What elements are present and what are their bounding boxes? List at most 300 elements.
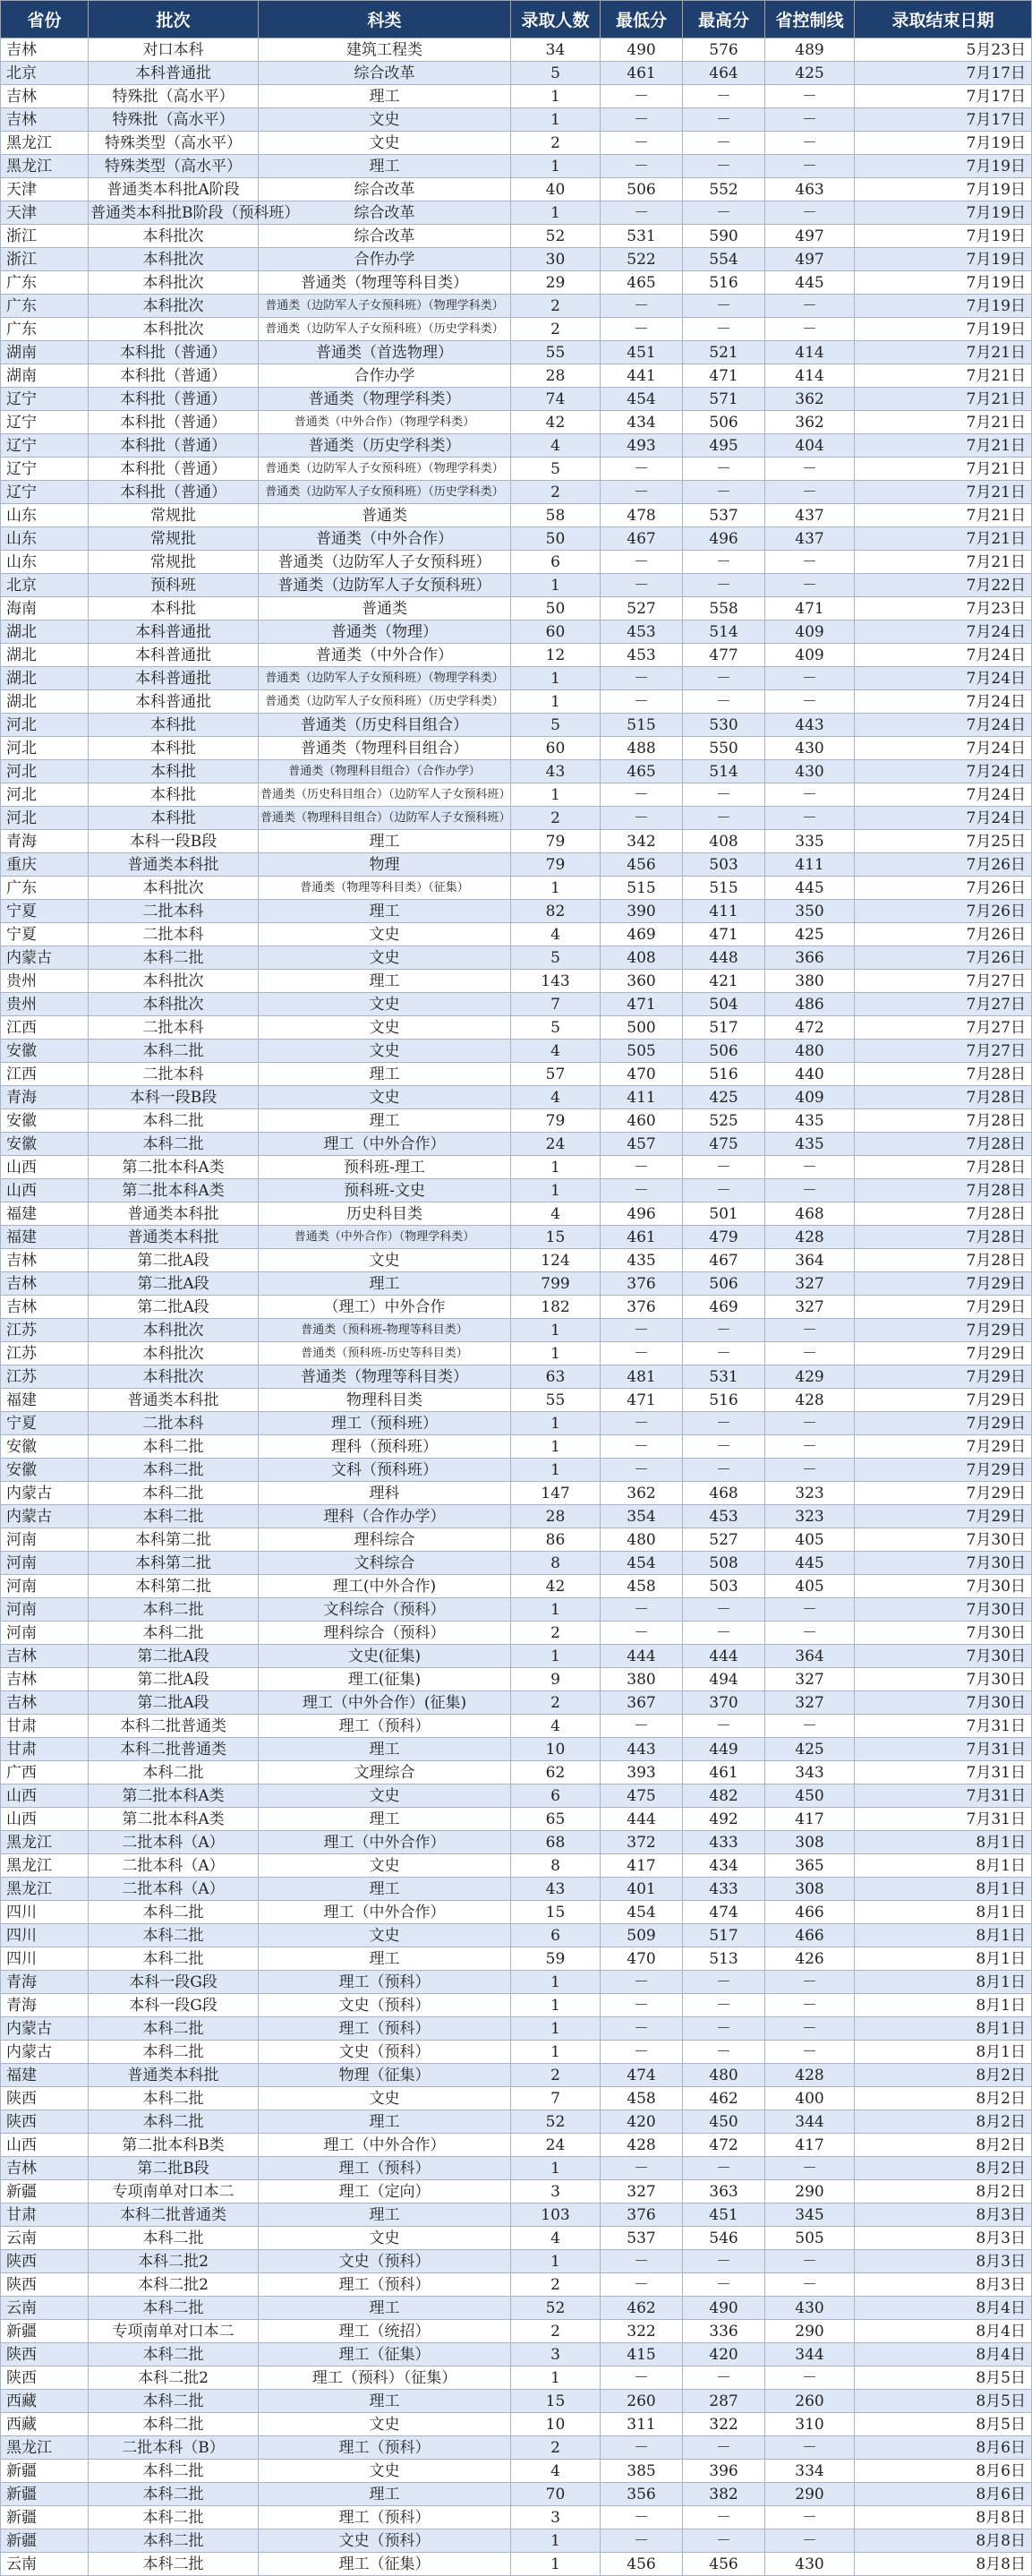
cell-end-date: 7月26日 <box>855 923 1032 946</box>
cell-province: 四川 <box>1 1924 89 1947</box>
cell-admitted-count: 2 <box>511 481 601 504</box>
cell-category: 文史 <box>259 108 511 132</box>
cell-min-score: 441 <box>601 364 683 388</box>
table-row <box>1 1831 1032 1854</box>
cell-min-score: 420 <box>601 2110 683 2134</box>
cell-control-line: － <box>765 1179 855 1202</box>
cell-category: 普通类（中外合作）（物理学科类） <box>259 411 511 434</box>
cell-control-line: 327 <box>765 1668 855 1691</box>
cell-admitted-count: 42 <box>511 1575 601 1598</box>
cell-batch: 特殊批（高水平） <box>89 108 259 132</box>
cell-max-score: 531 <box>683 1365 765 1389</box>
cell-province: 天津 <box>1 178 89 201</box>
cell-province: 新疆 <box>1 2529 89 2553</box>
cell-end-date: 7月27日 <box>855 1016 1032 1040</box>
cell-category: 物理 <box>259 853 511 877</box>
table-row <box>1 2413 1032 2436</box>
cell-category: （理工）中外合作 <box>259 1296 511 1319</box>
cell-batch: 本科批（普通） <box>89 481 259 504</box>
cell-province: 安徽 <box>1 1133 89 1156</box>
cell-control-line: 463 <box>765 178 855 201</box>
cell-end-date: 7月22日 <box>855 574 1032 597</box>
cell-max-score: － <box>683 295 765 318</box>
cell-province: 贵州 <box>1 970 89 993</box>
cell-control-line: 417 <box>765 2134 855 2157</box>
cell-batch: 本科批次 <box>89 271 259 295</box>
cell-batch: 二批本科 <box>89 1016 259 1040</box>
cell-end-date: 7月19日 <box>855 225 1032 248</box>
table-row <box>1 970 1032 993</box>
cell-batch: 特殊类型（高水平） <box>89 132 259 155</box>
cell-min-score: 460 <box>601 1109 683 1133</box>
cell-control-line: 471 <box>765 597 855 620</box>
cell-min-score: 474 <box>601 2064 683 2087</box>
cell-end-date: 7月19日 <box>855 201 1032 225</box>
cell-admitted-count: 70 <box>511 2483 601 2506</box>
cell-category: 普通类（预科班-历史等科目类） <box>259 1342 511 1365</box>
cell-min-score: 376 <box>601 1272 683 1296</box>
header-province: 省份 <box>1 1 89 39</box>
table-row <box>1 364 1032 388</box>
cell-batch: 本科批 <box>89 783 259 807</box>
table-row <box>1 1901 1032 1924</box>
cell-batch: 二批本科（A） <box>89 1854 259 1878</box>
cell-category: 文史 <box>259 132 511 155</box>
table-row <box>1 481 1032 504</box>
cell-province: 宁夏 <box>1 1412 89 1435</box>
cell-end-date: 7月29日 <box>855 1365 1032 1389</box>
cell-end-date: 8月5日 <box>855 2390 1032 2413</box>
cell-control-line: － <box>765 2017 855 2041</box>
cell-province: 安徽 <box>1 1459 89 1482</box>
cell-admitted-count: 4 <box>511 1040 601 1063</box>
cell-batch: 普通类本科批 <box>89 1389 259 1412</box>
cell-batch: 第二批本科A类 <box>89 1784 259 1808</box>
cell-admitted-count: 3 <box>511 2343 601 2366</box>
cell-province: 吉林 <box>1 1249 89 1272</box>
cell-min-score: 390 <box>601 900 683 923</box>
table-row <box>1 1412 1032 1435</box>
cell-end-date: 8月1日 <box>855 2017 1032 2041</box>
cell-admitted-count: 62 <box>511 1761 601 1784</box>
cell-min-score: 496 <box>601 1202 683 1226</box>
cell-admitted-count: 9 <box>511 1668 601 1691</box>
table-row <box>1 900 1032 923</box>
cell-max-score: 514 <box>683 760 765 783</box>
cell-category: 普通类（首选物理） <box>259 341 511 364</box>
cell-control-line: 505 <box>765 2227 855 2250</box>
cell-admitted-count: 43 <box>511 1878 601 1901</box>
cell-batch: 常规批 <box>89 551 259 574</box>
cell-province: 辽宁 <box>1 388 89 411</box>
cell-control-line: － <box>765 2366 855 2390</box>
cell-end-date: 8月1日 <box>855 1878 1032 1901</box>
cell-control-line: 308 <box>765 1878 855 1901</box>
cell-admitted-count: 2 <box>511 1622 601 1645</box>
cell-control-line: 323 <box>765 1482 855 1505</box>
cell-province: 山西 <box>1 1156 89 1179</box>
cell-max-score: － <box>683 2366 765 2390</box>
cell-province: 贵州 <box>1 993 89 1016</box>
cell-province: 云南 <box>1 2297 89 2320</box>
cell-end-date: 7月29日 <box>855 1296 1032 1319</box>
cell-min-score: － <box>601 1598 683 1622</box>
cell-category: 文史 <box>259 1040 511 1063</box>
cell-min-score: 356 <box>601 2483 683 2506</box>
cell-province: 福建 <box>1 2064 89 2087</box>
cell-min-score: 462 <box>601 2297 683 2320</box>
cell-end-date: 8月4日 <box>855 2320 1032 2343</box>
cell-province: 河北 <box>1 807 89 830</box>
cell-province: 江苏 <box>1 1342 89 1365</box>
table-row <box>1 458 1032 481</box>
cell-province: 吉林 <box>1 39 89 62</box>
cell-min-score: 327 <box>601 2180 683 2204</box>
cell-category: 普通类（历史科目组合）（边防军人子女预科班） <box>259 783 511 807</box>
cell-province: 江西 <box>1 1063 89 1086</box>
cell-admitted-count: 1 <box>511 2041 601 2064</box>
cell-control-line: 327 <box>765 1296 855 1319</box>
cell-category: 文史（预科） <box>259 2250 511 2273</box>
cell-batch: 二批本科 <box>89 1412 259 1435</box>
cell-end-date: 8月2日 <box>855 2180 1032 2204</box>
cell-category: 文史(征集) <box>259 1645 511 1668</box>
cell-batch: 本科二批 <box>89 2506 259 2529</box>
cell-province: 新疆 <box>1 2506 89 2529</box>
cell-batch: 本科批（普通） <box>89 388 259 411</box>
cell-min-score: 443 <box>601 1738 683 1761</box>
table-row <box>1 2529 1032 2553</box>
cell-admitted-count: 1 <box>511 1971 601 1994</box>
cell-control-line: 486 <box>765 993 855 1016</box>
cell-control-line: 435 <box>765 1133 855 1156</box>
cell-admitted-count: 79 <box>511 853 601 877</box>
cell-admitted-count: 8 <box>511 1552 601 1575</box>
cell-batch: 特殊类型（高水平） <box>89 155 259 178</box>
cell-batch: 本科批 <box>89 737 259 760</box>
table-row <box>1 2506 1032 2529</box>
cell-category: 文史 <box>259 946 511 970</box>
table-row <box>1 2553 1032 2576</box>
cell-category: 理工（征集） <box>259 2553 511 2576</box>
cell-max-score: 501 <box>683 1202 765 1226</box>
cell-batch: 普通类本科批 <box>89 2064 259 2087</box>
cell-category: 理工 <box>259 1808 511 1831</box>
cell-end-date: 7月24日 <box>855 807 1032 830</box>
cell-control-line: 362 <box>765 388 855 411</box>
cell-batch: 本科批 <box>89 714 259 737</box>
cell-max-score: 464 <box>683 62 765 85</box>
cell-category: 物理（征集） <box>259 2064 511 2087</box>
cell-province: 宁夏 <box>1 900 89 923</box>
cell-category: 理工 <box>259 1272 511 1296</box>
cell-max-score: － <box>683 132 765 155</box>
cell-batch: 本科二批 <box>89 2553 259 2576</box>
cell-min-score: 461 <box>601 1226 683 1249</box>
cell-province: 新疆 <box>1 2483 89 2506</box>
cell-max-score: 517 <box>683 1016 765 1040</box>
cell-admitted-count: 6 <box>511 1784 601 1808</box>
cell-control-line: － <box>765 1598 855 1622</box>
cell-max-score: － <box>683 690 765 714</box>
cell-province: 吉林 <box>1 1645 89 1668</box>
cell-control-line: 380 <box>765 970 855 993</box>
cell-admitted-count: 799 <box>511 1272 601 1296</box>
cell-control-line: 443 <box>765 714 855 737</box>
cell-category: 理工 <box>259 2204 511 2227</box>
cell-end-date: 7月26日 <box>855 946 1032 970</box>
cell-max-score: 558 <box>683 597 765 620</box>
cell-admitted-count: 50 <box>511 527 601 551</box>
cell-admitted-count: 7 <box>511 2087 601 2110</box>
cell-min-score: 417 <box>601 1854 683 1878</box>
cell-category: 文史 <box>259 1249 511 1272</box>
cell-category: 文史 <box>259 2087 511 2110</box>
cell-category: 历史科目类 <box>259 1202 511 1226</box>
cell-end-date: 7月30日 <box>855 1598 1032 1622</box>
cell-category: 文史（预科） <box>259 2041 511 2064</box>
cell-province: 海南 <box>1 597 89 620</box>
cell-admitted-count: 5 <box>511 62 601 85</box>
table-row <box>1 620 1032 644</box>
cell-admitted-count: 5 <box>511 1016 601 1040</box>
cell-min-score: － <box>601 85 683 108</box>
table-row <box>1 1226 1032 1249</box>
cell-end-date: 7月31日 <box>855 1784 1032 1808</box>
cell-province: 黑龙江 <box>1 1831 89 1854</box>
cell-province: 河南 <box>1 1552 89 1575</box>
cell-admitted-count: 124 <box>511 1249 601 1272</box>
table-row <box>1 1365 1032 1389</box>
cell-batch: 本科第二批 <box>89 1552 259 1575</box>
cell-category: 普通类 <box>259 504 511 527</box>
table-row <box>1 1063 1032 1086</box>
cell-min-score: 385 <box>601 2460 683 2483</box>
cell-province: 福建 <box>1 1226 89 1249</box>
cell-admitted-count: 15 <box>511 1901 601 1924</box>
cell-end-date: 8月5日 <box>855 2366 1032 2390</box>
cell-min-score: 311 <box>601 2413 683 2436</box>
cell-max-score: 554 <box>683 248 765 271</box>
cell-end-date: 7月30日 <box>855 1528 1032 1552</box>
cell-category: 文史 <box>259 923 511 946</box>
cell-province: 吉林 <box>1 1272 89 1296</box>
cell-max-score: － <box>683 2529 765 2553</box>
cell-end-date: 7月28日 <box>855 1179 1032 1202</box>
table-row <box>1 108 1032 132</box>
cell-max-score: 467 <box>683 1249 765 1272</box>
table-row <box>1 1272 1032 1296</box>
cell-admitted-count: 15 <box>511 1226 601 1249</box>
cell-end-date: 7月19日 <box>855 318 1032 341</box>
cell-province: 青海 <box>1 830 89 853</box>
cell-category: 理科综合 <box>259 1528 511 1552</box>
cell-category: 文理综合 <box>259 1761 511 1784</box>
cell-min-score: － <box>601 551 683 574</box>
cell-category: 理工（预科） <box>259 2157 511 2180</box>
cell-batch: 本科二批普通类 <box>89 1715 259 1738</box>
cell-min-score: 458 <box>601 1575 683 1598</box>
cell-min-score: 376 <box>601 1296 683 1319</box>
cell-admitted-count: 1 <box>511 85 601 108</box>
table-row <box>1 2180 1032 2204</box>
cell-min-score: － <box>601 2529 683 2553</box>
cell-admitted-count: 5 <box>511 946 601 970</box>
cell-max-score: － <box>683 1459 765 1482</box>
cell-admitted-count: 1 <box>511 1994 601 2017</box>
cell-batch: 本科二批 <box>89 1761 259 1784</box>
cell-max-score: － <box>683 155 765 178</box>
cell-control-line: 425 <box>765 62 855 85</box>
table-row <box>1 1598 1032 1622</box>
table-row <box>1 1459 1032 1482</box>
cell-category: 普通类（边防军人子女预科班）（物理学科类） <box>259 667 511 690</box>
cell-control-line: 404 <box>765 434 855 458</box>
cell-admitted-count: 1 <box>511 783 601 807</box>
cell-end-date: 7月24日 <box>855 714 1032 737</box>
table-row <box>1 295 1032 318</box>
cell-max-score: － <box>683 551 765 574</box>
cell-province: 吉林 <box>1 85 89 108</box>
cell-batch: 普通类本科批 <box>89 1202 259 1226</box>
cell-max-score: － <box>683 2506 765 2529</box>
cell-category: 理工 <box>259 2483 511 2506</box>
cell-min-score: 401 <box>601 1878 683 1901</box>
table-row <box>1 1156 1032 1179</box>
cell-end-date: 8月1日 <box>855 1831 1032 1854</box>
cell-province: 内蒙古 <box>1 1482 89 1505</box>
cell-province: 陕西 <box>1 2087 89 2110</box>
cell-admitted-count: 182 <box>511 1296 601 1319</box>
cell-end-date: 7月17日 <box>855 85 1032 108</box>
cell-end-date: 7月29日 <box>855 1435 1032 1459</box>
cell-province: 广西 <box>1 1761 89 1784</box>
table-row <box>1 504 1032 527</box>
cell-end-date: 8月4日 <box>855 2343 1032 2366</box>
cell-min-score: 451 <box>601 341 683 364</box>
cell-admitted-count: 55 <box>511 341 601 364</box>
cell-min-score: － <box>601 155 683 178</box>
cell-batch: 本科二批 <box>89 1459 259 1482</box>
cell-max-score: 514 <box>683 620 765 644</box>
table-row <box>1 2273 1032 2297</box>
cell-category: 文科（预科班） <box>259 1459 511 1482</box>
cell-min-score: 453 <box>601 644 683 667</box>
cell-min-score: 537 <box>601 2227 683 2250</box>
cell-max-score: 492 <box>683 1808 765 1831</box>
cell-end-date: 5月23日 <box>855 39 1032 62</box>
table-row <box>1 1924 1032 1947</box>
cell-province: 江苏 <box>1 1319 89 1342</box>
cell-max-score: 382 <box>683 2483 765 2506</box>
cell-end-date: 7月21日 <box>855 481 1032 504</box>
cell-province: 山东 <box>1 527 89 551</box>
cell-control-line: 437 <box>765 527 855 551</box>
cell-max-score: 508 <box>683 1552 765 1575</box>
cell-category: 理工 <box>259 2110 511 2134</box>
cell-min-score: 515 <box>601 714 683 737</box>
cell-category: 预科班-文史 <box>259 1179 511 1202</box>
table-row <box>1 1482 1032 1505</box>
cell-batch: 二批本科 <box>89 900 259 923</box>
cell-category: 文史（预科） <box>259 2529 511 2553</box>
cell-max-score: － <box>683 1179 765 1202</box>
cell-end-date: 7月19日 <box>855 178 1032 201</box>
cell-admitted-count: 28 <box>511 1505 601 1528</box>
table-row <box>1 1202 1032 1226</box>
cell-admitted-count: 12 <box>511 644 601 667</box>
table-row <box>1 923 1032 946</box>
cell-min-score: － <box>601 2250 683 2273</box>
cell-control-line: 497 <box>765 225 855 248</box>
cell-admitted-count: 5 <box>511 714 601 737</box>
cell-min-score: 411 <box>601 1086 683 1109</box>
cell-category: 理工（预科班） <box>259 1412 511 1435</box>
cell-max-score: － <box>683 201 765 225</box>
cell-max-score: 456 <box>683 2553 765 2576</box>
cell-min-score: － <box>601 458 683 481</box>
cell-batch: 本科批次 <box>89 970 259 993</box>
table-row <box>1 1109 1032 1133</box>
cell-admitted-count: 1 <box>511 2553 601 2576</box>
cell-end-date: 7月29日 <box>855 1459 1032 1482</box>
cell-category: 理工（中外合作） <box>259 1901 511 1924</box>
table-row <box>1 807 1032 830</box>
header-admitted-count: 录取人数 <box>511 1 601 39</box>
cell-min-score: 415 <box>601 2343 683 2366</box>
cell-end-date: 7月28日 <box>855 1156 1032 1179</box>
cell-admitted-count: 4 <box>511 1202 601 1226</box>
table-row <box>1 2064 1032 2087</box>
cell-max-score: － <box>683 318 765 341</box>
cell-batch: 本科普通批 <box>89 620 259 644</box>
cell-province: 四川 <box>1 1947 89 1971</box>
cell-control-line: 429 <box>765 1365 855 1389</box>
cell-province: 吉林 <box>1 108 89 132</box>
cell-province: 黑龙江 <box>1 1878 89 1901</box>
cell-end-date: 7月17日 <box>855 62 1032 85</box>
cell-admitted-count: 57 <box>511 1063 601 1086</box>
cell-min-score: 380 <box>601 1668 683 1691</box>
cell-min-score: － <box>601 1971 683 1994</box>
cell-batch: 第二批本科B类 <box>89 2134 259 2157</box>
cell-control-line: 445 <box>765 271 855 295</box>
cell-province: 福建 <box>1 1389 89 1412</box>
cell-admitted-count: 1 <box>511 574 601 597</box>
cell-batch: 本科批（普通） <box>89 411 259 434</box>
cell-control-line: － <box>765 2529 855 2553</box>
cell-control-line: 489 <box>765 39 855 62</box>
cell-admitted-count: 52 <box>511 225 601 248</box>
cell-end-date: 8月1日 <box>855 1854 1032 1878</box>
cell-max-score: － <box>683 2273 765 2297</box>
cell-province: 辽宁 <box>1 458 89 481</box>
cell-category: 理工（中外合作）(征集) <box>259 1691 511 1715</box>
cell-admitted-count: 2 <box>511 2273 601 2297</box>
cell-admitted-count: 68 <box>511 1831 601 1854</box>
cell-max-score: － <box>683 2250 765 2273</box>
cell-control-line: 405 <box>765 1575 855 1598</box>
cell-max-score: 287 <box>683 2390 765 2413</box>
cell-end-date: 7月30日 <box>855 1575 1032 1598</box>
cell-batch: 二批本科（A） <box>89 1831 259 1854</box>
cell-max-score: 504 <box>683 993 765 1016</box>
cell-end-date: 7月21日 <box>855 411 1032 434</box>
cell-max-score: 411 <box>683 900 765 923</box>
cell-admitted-count: 5 <box>511 458 601 481</box>
table-row <box>1 85 1032 108</box>
cell-admitted-count: 1 <box>511 690 601 714</box>
